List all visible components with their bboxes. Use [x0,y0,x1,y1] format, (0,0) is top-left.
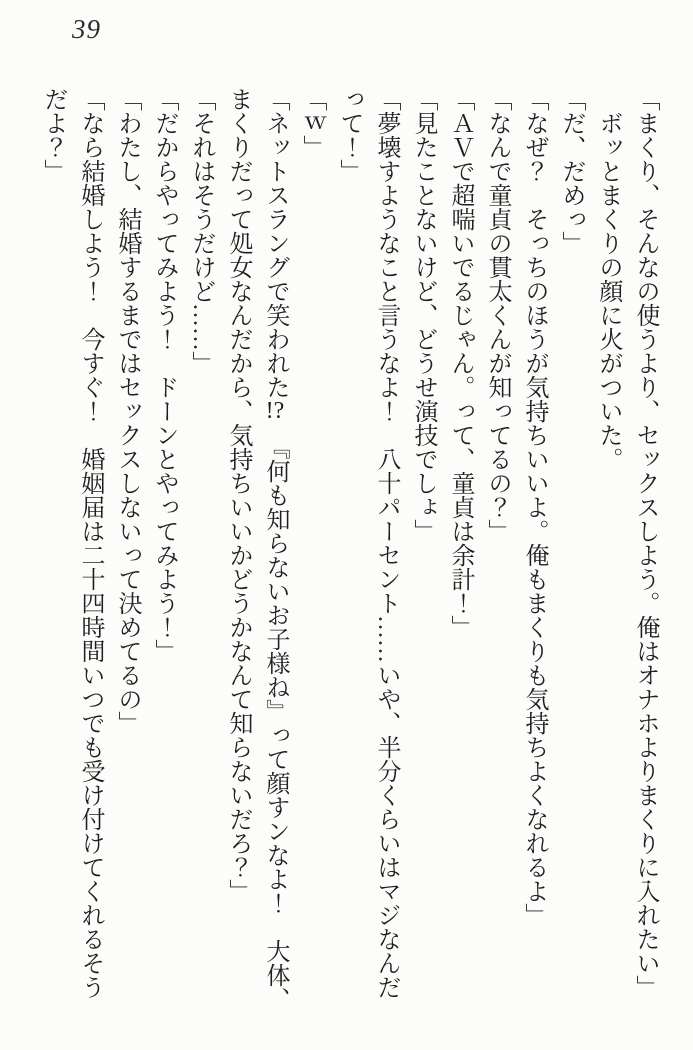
text-line: 「なら結婚しよう！ 今すぐ！ 婚姻届は二十四時間いつでも受け付けてくれるそう [77,87,103,999]
text-line: って！」 [336,87,362,183]
text-line: 「だからやってみよう！ ドーンとやってみよう！」 [151,87,177,663]
text-line: 「ＡＶで超喘いでるじゃん。って、童貞は余計！」 [447,87,473,639]
text-line: 「なんで童貞の貫太くんが知ってるの？」 [484,87,510,543]
text-line: 「夢壊すようなこと言うなよ！ 八十パーセント……いや、半分くらいはマジなんだ [373,87,399,999]
text-line: 「ネットスラングで笑われた!? 『何も知らないお子様ね』って顔すンなよ！ 大体、 [262,87,288,1011]
text-line: 「それはそうだけど……」 [188,87,214,375]
tatechuyoko: !? [265,399,285,423]
text-line: まくりだって処女なんだから、気持ちいいかどうかなんて知らないだろ？」 [225,87,251,903]
text-line: ボッとまくりの顔に火がついた。 [595,111,621,471]
text-block [34,87,663,1022]
text-line: だよ？」 [40,87,66,183]
text-line: 「だ、だめっ」 [558,87,584,255]
text-line: 「ｗ」 [299,87,325,159]
text-line: 「なぜ？ そっちのほうが気持ちいいよ。俺もまくりも気持ちよくなれるよ」 [521,87,547,927]
text-line: 「見たことないけど、どうせ演技でしょ」 [410,87,436,543]
text-line: 「まくり、そんなの使うより、セックスしよう。俺はオナホよりまくりに入れたい」 [632,87,658,999]
text-line: 「わたし、結婚するまではセックスしないって決めてるの」 [114,87,140,735]
page-number: 39 [72,14,101,44]
